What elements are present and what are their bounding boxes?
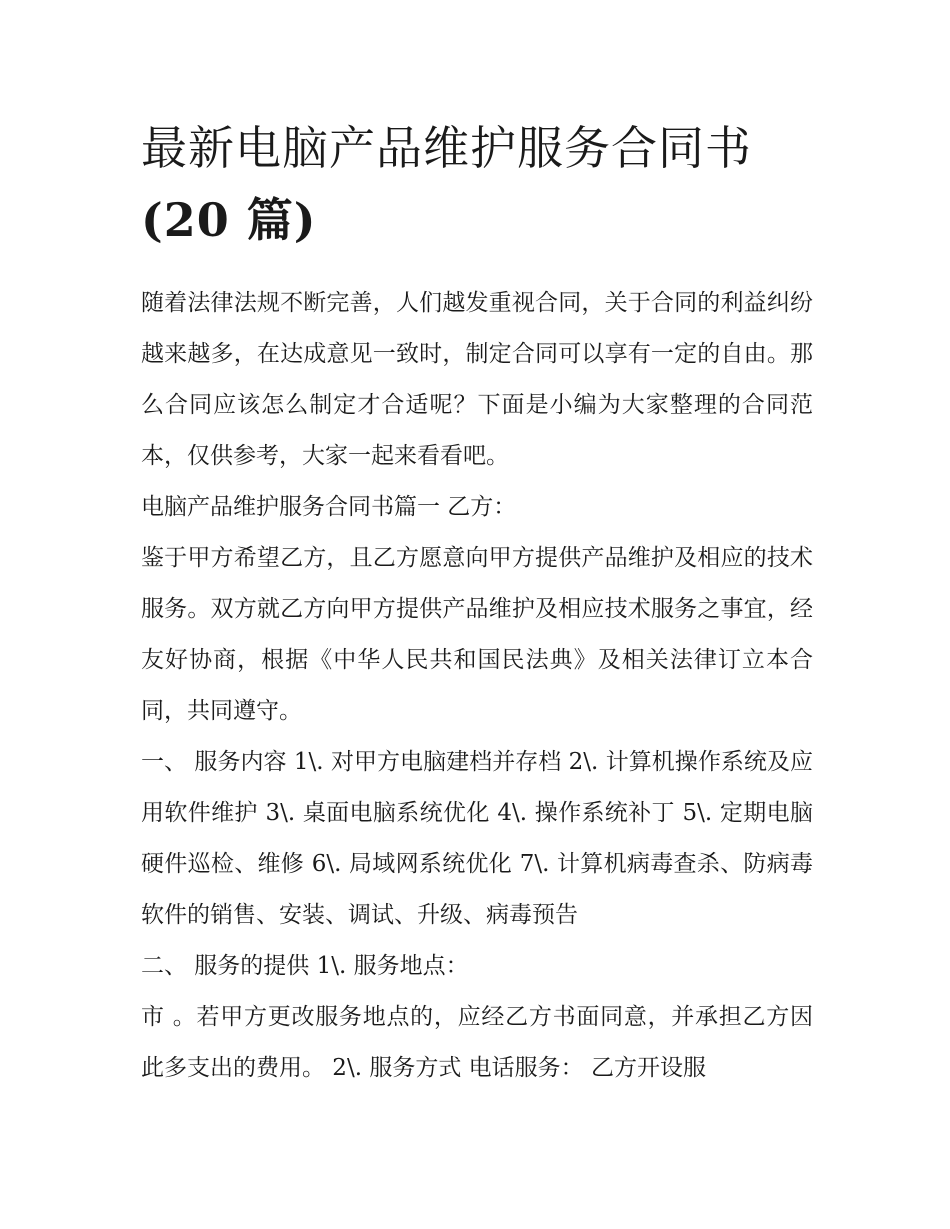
document-title — [141, 112, 813, 256]
paragraph-intro: 随着法律法规不断完善，人们越发重视合同，关于合同的利益纠纷越来越多，在达成意见一致时，制定合同可以享有一定的自由。那么合同应该怎么制定才合适呢？下面是小编为大家整理的合同范本，仅供参考，大家一起来看看吧。 — [141, 290, 813, 469]
title-line-1: 最新电脑产品维护服务合同书 — [141, 121, 752, 175]
title-line-2: (20 篇) — [141, 193, 317, 247]
paragraph-service-provision: 二、 服务的提供 1\. 服务地点： — [141, 953, 469, 979]
paragraph-service-location: 市 。若甲方更改服务地点的，应经乙方书面同意，并承担乙方因此多支出的费用。 2\. 服务方式 电话服务： 乙方开设服 — [141, 1004, 813, 1081]
paragraph-preamble: 鉴于甲方希望乙方，且乙方愿意向甲方提供产品维护及相应的技术服务。双方就乙方向甲方提供产品维护及相应技术服务之事宜，经友好协商，根据《中华人民共和国民法典》及相关法律订立本合同，共同遵守。 — [141, 545, 813, 724]
document-content — [141, 112, 813, 1094]
paragraph-service-content: 一、 服务内容 1\. 对甲方电脑建档并存档 2\. 计算机操作系统及应用软件维护 3\. 桌面电脑系统优化 4\. 操作系统补丁 5\. 定期电脑硬件巡检、维修 6\. 局域网系统优化 7\. 计算机病毒查杀、防病毒软件的销售、安装、调试、升级、病毒预告 — [141, 749, 813, 928]
document-body — [141, 278, 813, 1094]
paragraph-section-heading: 电脑产品维护服务合同书篇一 乙方： — [141, 494, 517, 520]
